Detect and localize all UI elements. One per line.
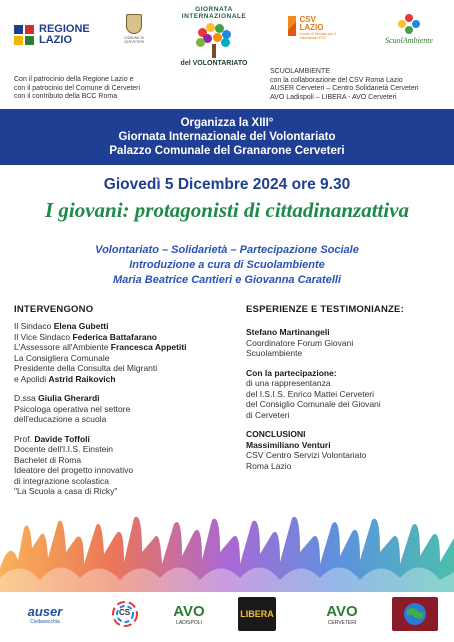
line-text: Docente dell'I.I.S. Einstein: [14, 444, 113, 454]
banner-line: Organizza la XIII°: [180, 117, 274, 129]
speakers-heading: INTERVENGONO: [14, 304, 94, 315]
line-name: Federica Battafarano: [72, 331, 157, 342]
line-name: Giulia Gherardi: [38, 393, 100, 403]
collab-line: AVO Ladispoli – LIBERA - AVO Cerveteri: [270, 93, 397, 101]
line-text: Scuolambiente: [246, 348, 303, 358]
collab-line: AUSER Cerveteri – Centro Solidarietà Cerveteri: [270, 85, 419, 92]
giornata-arc-label: GIORNATA INTERNAZIONALE: [181, 6, 247, 20]
line-name: Astrid Raikovich: [48, 373, 116, 384]
auser-label: auser: [27, 603, 63, 619]
text-line: [246, 410, 450, 421]
globe-logo: [392, 597, 438, 631]
text-line: [14, 353, 234, 364]
text-line: [246, 378, 450, 389]
testimonies-heading: ESPERIENZE E TESTIMONIANZE:: [246, 304, 404, 315]
line-text: Roma Lazio: [246, 460, 292, 471]
line-text: CSV Centro Servizi Volontariato: [246, 450, 367, 460]
text-line: [14, 374, 234, 385]
subtitle-line: Volontariato – Solidarietà – Partecipazione Sociale: [95, 244, 359, 256]
text-block: [14, 434, 234, 497]
text-line: [14, 393, 234, 404]
regione-lazio-label: REGIONE LAZIO: [39, 23, 90, 46]
subtitle-line: Introduzione a cura di Scuolambiente: [129, 259, 325, 271]
line-text: Psicologa operativa nel settore: [14, 403, 131, 414]
avo-cerveteri-sub: CERVETERI: [327, 619, 357, 626]
avo-cerveteri-label: AVO: [326, 602, 358, 620]
line-text: e Apolidi: [14, 373, 49, 384]
event-theme: I giovani: protagonisti di cittadinanzattiva: [44, 198, 410, 222]
line-text: di integrazione scolastica: [14, 475, 109, 486]
text-line: [14, 486, 234, 497]
collaborazione-text: [270, 68, 454, 102]
line-text: di Cerveteri: [246, 409, 290, 420]
comune-cerveteri-logo: [120, 14, 148, 54]
auser-logo: [14, 597, 76, 631]
text-line: [14, 455, 234, 466]
crest-icon: [126, 14, 142, 34]
csv-lazio-logo: [288, 16, 344, 54]
line-text: Presidente della Consulta dei Migranti: [14, 363, 158, 373]
text-block: [246, 368, 450, 421]
text-line: [14, 444, 234, 455]
text-line: [14, 414, 234, 425]
regione-lazio-mark-icon: [14, 25, 34, 45]
giornata-sub-label: del VOLONTARIATO: [180, 60, 248, 67]
banner-line: Giornata Internazionale del Volontariato: [118, 131, 336, 143]
tree-icon: [196, 22, 232, 58]
csv-region: LAZIO: [299, 23, 324, 32]
centro-solidarieta-logo: [106, 597, 144, 631]
comune-label: COMUNE DI CERVETERI: [123, 36, 145, 44]
cs-label: CS: [119, 608, 131, 617]
text-line: [246, 399, 450, 410]
line-text: Ideatore del progetto innovativo: [14, 465, 134, 475]
flower-icon: [396, 14, 422, 36]
text-line: [14, 404, 234, 415]
collab-line: SCUOLAMBIENTE: [270, 68, 330, 75]
line-text: del Consiglio Comunale dei Giovani: [246, 399, 381, 409]
line-text: di una rappresentanza: [246, 378, 331, 388]
csv-tagline: Centro di Servizio per il Volontariato ETS: [299, 32, 336, 40]
line-text: L'Assessore all'Ambiente: [14, 342, 111, 352]
text-block: [14, 321, 234, 384]
text-line: [246, 440, 450, 451]
line-text: dell'educazione a scuola: [14, 414, 107, 424]
line-text: La Consigliera Comunale: [14, 352, 110, 363]
text-line: [14, 465, 234, 476]
text-line: [246, 348, 450, 359]
line-text: Coordinatore Forum Giovani: [246, 337, 354, 348]
text-block: [14, 393, 234, 425]
text-block: [246, 327, 450, 359]
csv-mark-icon: [288, 16, 296, 36]
line-text: Bachelet di Roma: [14, 454, 82, 465]
text-line: [246, 338, 450, 349]
subtitle-line: Maria Beatrice Cantieri e Giovanna Caratelli: [112, 274, 342, 286]
patrocinio-line: con il patrocinio del Comune di Cerveteri: [14, 84, 141, 92]
patrocinio-text: [14, 76, 214, 102]
collab-line: con la collaborazione del CSV Roma Lazio: [270, 76, 403, 84]
line-text: Il Sindaco: [14, 321, 54, 331]
auser-sub: Civitavecchia: [30, 618, 60, 625]
line-text: del I.S.I.S. Enrico Mattei Cerveteri: [246, 388, 375, 399]
banner-line: Palazzo Comunale del Granarone Cerveteri: [109, 145, 345, 157]
scuolambiente-logo: [378, 14, 440, 54]
scuolambiente-label: ScuolAmbiente: [385, 36, 433, 45]
avo-cerveteri-logo: [312, 597, 372, 631]
speakers-column: [14, 304, 234, 497]
giornata-volontariato-logo: [172, 6, 256, 78]
line-name: CONCLUSIONI: [246, 429, 306, 439]
title-banner: [0, 109, 454, 165]
line-name: Con la partecipazione:: [246, 367, 337, 378]
line-name: Elena Gubetti: [53, 321, 109, 331]
libera-logo: [238, 597, 276, 631]
text-line: [14, 321, 234, 332]
text-line: [246, 461, 450, 472]
libera-label: LIBERA: [240, 609, 274, 619]
text-block: [246, 429, 450, 471]
csv-name: CSV: [299, 15, 316, 24]
line-name: Massimiliano Venturi: [246, 439, 331, 450]
patrocinio-line: Con il patrocinio della Regione Lazio e: [14, 76, 134, 83]
text-line: [14, 342, 234, 353]
event-date: Giovedì 5 Dicembre 2024 ore 9.30: [103, 176, 351, 193]
avo-ladispoli-sub: LADISPOLI: [176, 619, 202, 626]
line-text: Il Vice Sindaco: [14, 331, 73, 342]
text-line: [14, 434, 234, 445]
text-line: [246, 450, 450, 461]
text-line: [14, 332, 234, 343]
line-name: Stefano Martinangeli: [246, 327, 330, 337]
line-text: Prof.: [14, 433, 35, 444]
text-line: [14, 363, 234, 374]
line-text: "La Scuola a casa di Ricky": [14, 486, 118, 496]
avo-ladispoli-label: AVO: [173, 602, 205, 620]
testimonies-column: [246, 304, 450, 471]
avo-ladispoli-logo: [162, 597, 216, 631]
text-line: [246, 368, 450, 379]
regione-lazio-logo: [14, 20, 116, 50]
raised-hands-illustration: [0, 508, 454, 594]
text-line: [14, 476, 234, 487]
line-name: Francesca Appetiti: [110, 342, 187, 352]
line-name: Davide Toffoli: [34, 433, 90, 444]
globe-icon: [401, 600, 429, 628]
text-line: [246, 327, 450, 338]
text-line: [246, 389, 450, 400]
line-text: D.ssa: [14, 393, 39, 403]
text-line: [246, 429, 450, 440]
patrocinio-line: con il contributo della BCC Roma: [14, 93, 118, 100]
